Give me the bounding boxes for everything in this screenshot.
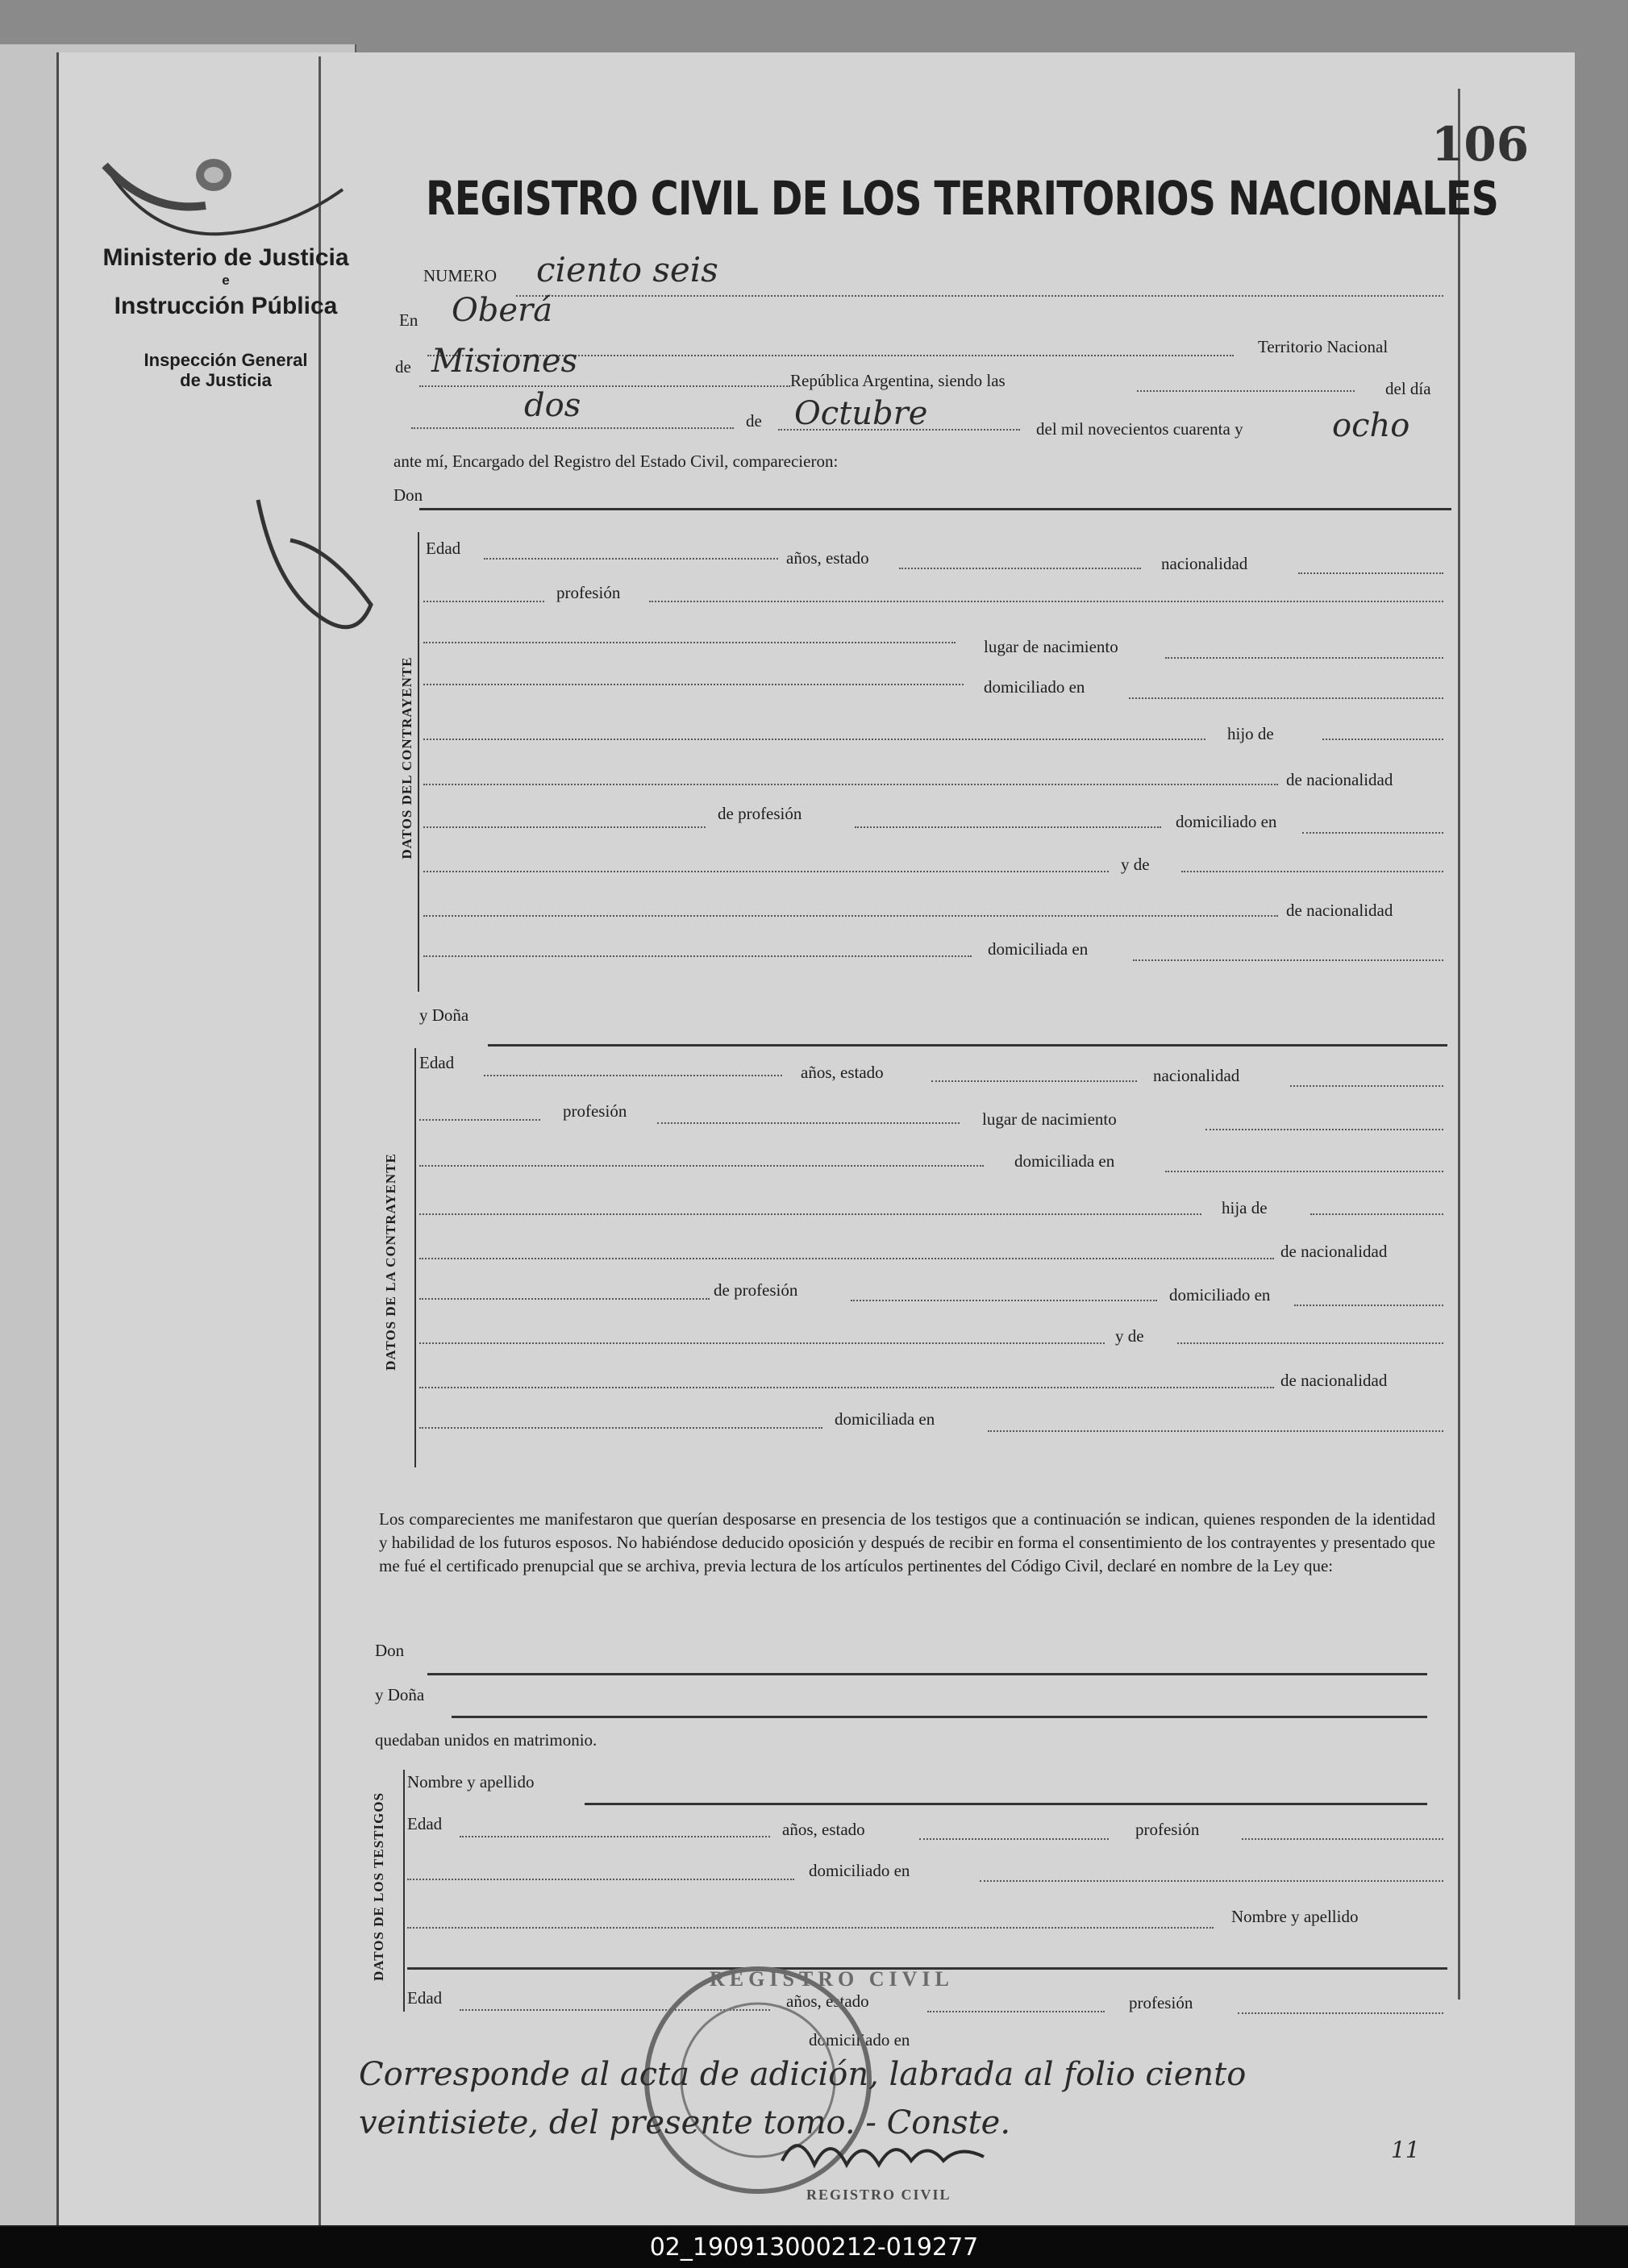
contrayente-profesion: profesión — [556, 583, 621, 602]
testigo-edad-2: Edad — [407, 1988, 443, 2008]
fill-line — [1129, 697, 1443, 699]
day-line — [411, 427, 734, 429]
fill-line — [484, 558, 778, 560]
annotation-line-2: veintisiete, del presente tomo. - Conste. — [359, 2104, 1011, 2141]
fill-line — [423, 915, 1278, 917]
union-dona-label: y Doña — [375, 1685, 425, 1704]
fill-line — [1177, 1342, 1443, 1344]
fill-line — [419, 1119, 540, 1121]
contrayenta-de-profesion: de profesión — [714, 1280, 798, 1300]
contrayenta-de-nacionalidad: de nacionalidad — [1280, 1242, 1388, 1261]
testigo-domiciliado: domiciliado en — [809, 1861, 910, 1880]
month-value: Octubre — [794, 395, 928, 432]
fill-line — [423, 784, 1278, 785]
fill-line — [1238, 2012, 1443, 2014]
contrayente-de-nacionalidad-2: de nacionalidad — [1286, 901, 1393, 920]
contrayenta-domiciliada-2: domiciliada en — [835, 1409, 935, 1429]
fill-line — [423, 871, 1109, 872]
fill-line — [423, 955, 972, 957]
contrayente-anos-estado: años, estado — [786, 548, 869, 568]
contrayente-domiciliada: domiciliada en — [988, 939, 1089, 959]
quedaban-text: quedaban unidos en matrimonio. — [375, 1730, 597, 1750]
contrayente-bracket — [418, 532, 419, 992]
dona-line — [488, 1044, 1447, 1047]
testigos-side-label: DATOS DE LOS TESTIGOS — [371, 1792, 386, 1982]
ante-mi-text: ante mí, Encargado del Registro del Estado Civil, comparecieron: — [393, 452, 839, 471]
day-value: dos — [524, 387, 581, 424]
fill-line — [931, 1080, 1137, 1082]
fill-line — [1298, 572, 1443, 574]
testigo-profesion-2: profesión — [1129, 1993, 1193, 2012]
y-dona-label: y Doña — [419, 1005, 469, 1025]
folio-number: 106 — [1431, 117, 1530, 172]
coat-of-arms-icon — [101, 141, 351, 254]
signature-icon — [774, 2120, 1000, 2185]
fill-line — [419, 1342, 1105, 1344]
en-label: En — [399, 310, 418, 330]
contrayenta-side-label: DATOS DE LA CONTRAYENTE — [383, 1153, 398, 1371]
don-label: Don — [393, 485, 423, 505]
fill-line — [851, 1300, 1157, 1301]
fill-line — [988, 1430, 1443, 1432]
contrayenta-bracket — [414, 1048, 416, 1467]
contrayente-de-nacionalidad: de nacionalidad — [1286, 770, 1393, 789]
declaration-paragraph: Los comparecientes me manifestaron que querían desposarse en presencia de los testigos que a continuación se indican, quienes responden de la identidad y habilidad de los futuros esposos. No habiéndose deducido oposición y después de recibir en forma el consentimiento de los contrayentes y presentado que me fué el certificado prenupcial que se archiva, previa lectura de los artículos pertinentes del Código Civil, declaré en nombre de la Ley que: — [379, 1509, 1435, 1575]
don-line — [419, 508, 1451, 510]
contrayenta-domiciliado: domiciliado en — [1169, 1285, 1271, 1305]
de-value: Misiones — [431, 343, 578, 380]
fill-line — [980, 1880, 1443, 1882]
ministry-block — [89, 244, 363, 390]
testigo-anos-estado: años, estado — [782, 1820, 865, 1839]
fill-line — [855, 826, 1161, 828]
testigo-edad: Edad — [407, 1814, 443, 1833]
contrayente-domiciliado-2: domiciliado en — [1176, 812, 1277, 831]
fill-line — [419, 1165, 984, 1167]
fill-line — [1294, 1305, 1443, 1306]
fill-line — [1290, 1085, 1443, 1087]
annotation-line-1: Corresponde al acta de adición, labrada al folio ciento — [359, 2056, 1247, 2093]
de-line — [419, 385, 790, 387]
fill-line — [899, 568, 1141, 569]
de-month-label: de — [746, 411, 762, 431]
testigo-nombre-line — [585, 1803, 1427, 1805]
contrayente-hijo-de: hijo de — [1227, 724, 1274, 743]
ministry-line-5: de Justicia — [180, 369, 272, 390]
image-code: 02_190913000212-019277 — [649, 2233, 979, 2262]
contrayenta-nacionalidad: nacionalidad — [1153, 1066, 1240, 1085]
testigo-nombre-2: Nombre y apellido — [1231, 1907, 1359, 1926]
contrayenta-anos-estado: años, estado — [801, 1063, 884, 1082]
fill-line — [460, 1836, 770, 1837]
fill-line — [423, 601, 544, 602]
numero-line — [516, 295, 1443, 297]
page-title: REGISTRO CIVIL DE LOS TERRITORIOS NACIONALES — [426, 171, 1499, 226]
union-don-line — [427, 1673, 1427, 1675]
contrayente-side-label: DATOS DEL CONTRAYENTE — [399, 656, 414, 859]
month-line — [778, 429, 1020, 431]
fill-line — [1302, 832, 1443, 834]
fill-line — [423, 739, 1205, 740]
fill-line — [407, 1879, 794, 1880]
del-dia-label: del día — [1385, 379, 1431, 398]
numero-value: ciento seis — [536, 250, 718, 289]
fill-line — [1242, 1838, 1443, 1840]
fill-line — [649, 601, 1443, 602]
fill-line — [1205, 1129, 1443, 1130]
fill-line — [1165, 657, 1443, 659]
fill-line — [423, 684, 964, 685]
contrayenta-hija-de: hija de — [1222, 1198, 1268, 1217]
contrayenta-profesion: profesión — [563, 1101, 627, 1121]
fill-line — [423, 642, 956, 643]
fill-line — [419, 1387, 1274, 1388]
fill-line — [419, 1213, 1201, 1215]
fill-line — [1181, 871, 1443, 872]
fill-line — [657, 1122, 960, 1124]
year-value: ocho — [1332, 407, 1410, 444]
ministry-line-4: Inspección General — [144, 349, 308, 370]
testigo-domiciliado-2: domiciliado en — [809, 2030, 910, 2050]
fill-line — [1133, 959, 1443, 961]
fill-line — [1165, 1171, 1443, 1172]
testigo-anos-estado-2: años, estado — [786, 1991, 869, 2011]
contrayenta-y-de: y de — [1115, 1326, 1144, 1346]
fill-line — [1310, 1213, 1443, 1215]
de-label: de — [395, 357, 411, 377]
contrayente-y-de: y de — [1121, 855, 1150, 874]
page-mark: 11 — [1391, 2137, 1420, 2163]
fill-line — [423, 826, 706, 828]
contrayente-domiciliado: domiciliado en — [984, 677, 1085, 697]
fill-line — [927, 2011, 1105, 2012]
fill-line — [419, 1258, 1274, 1259]
contrayenta-domiciliada: domiciliada en — [1014, 1151, 1115, 1171]
ministry-line-3: Instrucción Pública — [114, 293, 338, 320]
union-dona-line — [452, 1716, 1427, 1718]
hour-line — [1137, 390, 1355, 392]
contrayenta-edad: Edad — [419, 1053, 455, 1072]
numero-label: NUMERO — [423, 266, 498, 285]
year-label: del mil novecientos cuarenta y — [1036, 419, 1243, 439]
contrayente-nacionalidad: nacionalidad — [1161, 554, 1248, 573]
union-don-label: Don — [375, 1641, 405, 1660]
contrayente-de-profesion: de profesión — [718, 804, 802, 823]
en-value: Oberá — [452, 292, 553, 329]
margin-line-right — [1458, 89, 1460, 2000]
contrayenta-de-nacionalidad-2: de nacionalidad — [1280, 1371, 1388, 1390]
ministry-line-2: e — [222, 272, 230, 288]
fill-line — [419, 1298, 710, 1300]
testigo-nombre: Nombre y apellido — [407, 1772, 535, 1792]
contrayente-edad: Edad — [426, 539, 461, 558]
republica-label: República Argentina, siendo las — [790, 371, 1006, 390]
testigos-bracket — [403, 1770, 405, 2012]
fill-line — [1322, 739, 1443, 740]
image-footer — [0, 2227, 1628, 2268]
stamp-bottom-text: REGISTRO CIVIL — [806, 2187, 951, 2203]
fill-line — [407, 1927, 1214, 1929]
fill-line — [919, 1838, 1109, 1840]
testigo-profesion: profesión — [1135, 1820, 1200, 1839]
territorio-label: Territorio Nacional — [1258, 337, 1389, 356]
stamp-text: REGISTRO CIVIL — [710, 1967, 954, 1991]
contrayenta-lugar: lugar de nacimiento — [982, 1109, 1117, 1129]
ministry-line-1: Ministerio de Justicia — [102, 244, 349, 271]
fill-line — [484, 1075, 782, 1076]
contrayente-lugar: lugar de nacimiento — [984, 637, 1118, 656]
fill-line — [419, 1427, 822, 1429]
